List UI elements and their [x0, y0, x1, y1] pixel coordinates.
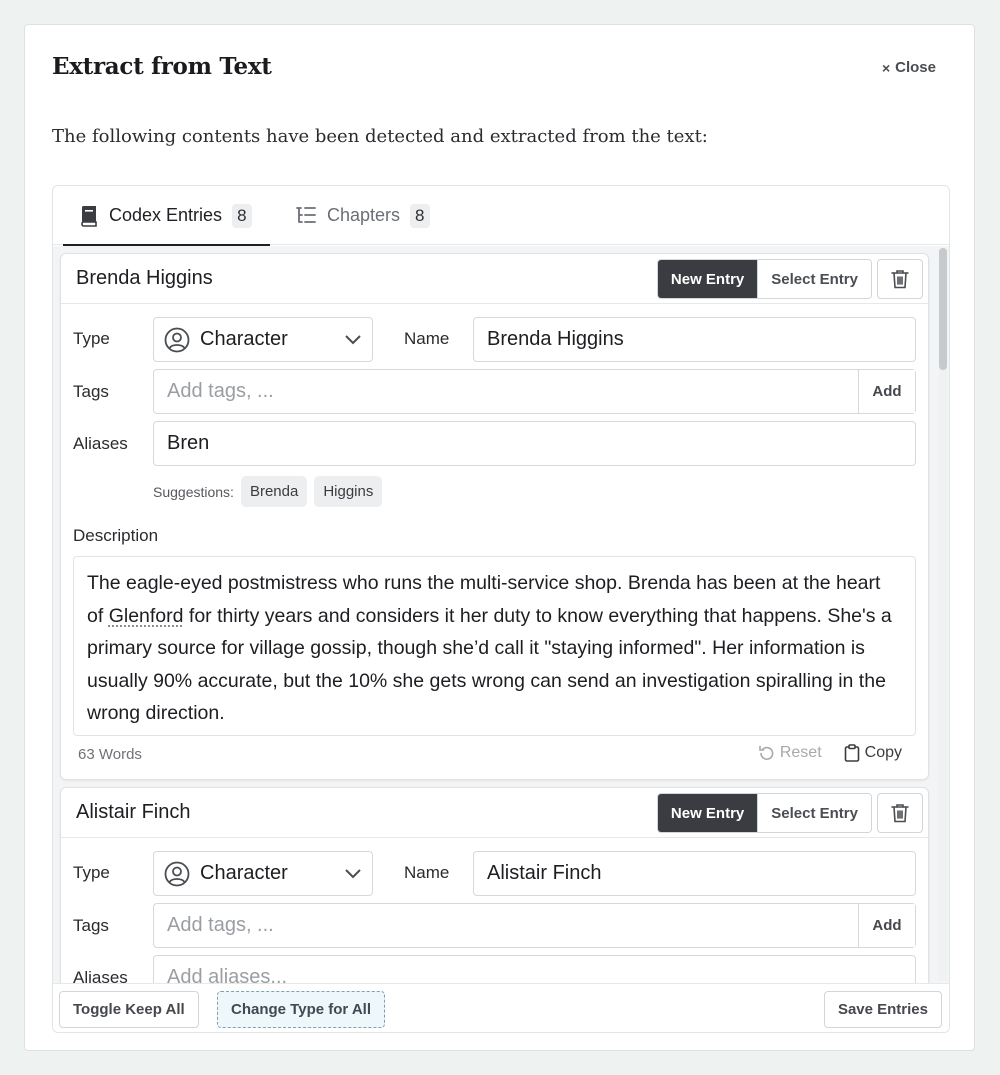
- copy-button[interactable]: [844, 744, 902, 762]
- results-panel: [52, 185, 950, 1033]
- description-text: The eagle-eyed postmistress who runs the multi-service shop. Brenda has been at the heart of: [87, 572, 881, 627]
- description-text: for thirty years and considers it her duty to know everything that happens. She's a primary source for village gossip, though she’d call it "staying informed". Her information is usually 90% accurate, but the 10% she gets wrong can send an investigation spiralling in the wrong direction.: [87, 604, 892, 724]
- select-entry-button[interactable]: Select Entry: [757, 794, 871, 832]
- user-circle-icon: [164, 861, 190, 887]
- type-select[interactable]: [153, 851, 373, 896]
- close-button[interactable]: [882, 59, 936, 76]
- tags-label: Tags: [73, 916, 109, 935]
- card-header: [61, 788, 928, 838]
- chevron-down-icon: [344, 866, 362, 880]
- description-textarea[interactable]: [73, 556, 916, 736]
- dialog-title: Extract from Text: [52, 53, 272, 80]
- name-input[interactable]: [473, 851, 916, 896]
- aliases-label: Aliases: [73, 968, 128, 983]
- name-value: Alistair Finch: [487, 862, 602, 884]
- name-label: Name: [404, 863, 450, 882]
- chevron-down-icon: [344, 332, 362, 346]
- alias-suggestions: [153, 476, 382, 507]
- new-entry-button[interactable]: New Entry: [658, 260, 757, 298]
- new-entry-button[interactable]: New Entry: [658, 794, 757, 832]
- word-count: 63 Words: [78, 746, 142, 763]
- reset-label: Reset: [779, 744, 822, 761]
- codex-link[interactable]: Glenford: [108, 604, 184, 627]
- list-tree-icon: [295, 206, 317, 226]
- entry-title: Alistair Finch: [76, 801, 191, 823]
- type-label: Type: [73, 863, 110, 882]
- aliases-label: Aliases: [73, 434, 128, 453]
- select-entry-button[interactable]: Select Entry: [757, 260, 871, 298]
- name-input[interactable]: [473, 317, 916, 362]
- suggestions-label: Suggestions:: [153, 483, 234, 500]
- entry-mode-toggle: [657, 793, 872, 833]
- entries-scroll-area[interactable]: [53, 246, 949, 983]
- tab-count-badge: 8: [232, 204, 251, 228]
- trash-icon: [891, 803, 909, 823]
- tags-input[interactable]: [153, 903, 916, 948]
- tab-bar: [53, 186, 949, 245]
- aliases-input[interactable]: [153, 421, 916, 466]
- dialog-footer: [53, 983, 949, 1033]
- book-icon: [79, 205, 99, 227]
- tags-input[interactable]: [153, 369, 916, 414]
- extract-dialog: [24, 24, 975, 1051]
- intro-text: The following contents have been detected and extracted from the text:: [52, 126, 708, 147]
- suggestion-chip[interactable]: Brenda: [241, 476, 307, 507]
- save-entries-button[interactable]: Save Entries: [824, 991, 942, 1028]
- codex-entry-card: [60, 253, 929, 780]
- delete-entry-button[interactable]: [877, 259, 923, 299]
- copy-label: Copy: [864, 744, 902, 761]
- aliases-input[interactable]: [153, 955, 916, 983]
- close-label: Close: [895, 59, 936, 76]
- aliases-placeholder: Add aliases...: [167, 966, 288, 983]
- type-value: Character: [200, 328, 288, 350]
- name-value: Brenda Higgins: [487, 328, 624, 350]
- close-icon: ×: [881, 59, 891, 76]
- entry-title: Brenda Higgins: [76, 267, 213, 289]
- tab-count-badge: 8: [410, 204, 429, 228]
- name-label: Name: [404, 329, 450, 348]
- toggle-keep-all-button[interactable]: Toggle Keep All: [59, 991, 199, 1028]
- clipboard-icon: [844, 744, 860, 762]
- tags-label: Tags: [73, 382, 109, 401]
- tags-placeholder: Add tags, ...: [167, 380, 274, 402]
- suggestion-chip[interactable]: Higgins: [314, 476, 382, 507]
- entry-mode-toggle: [657, 259, 872, 299]
- change-type-for-all-button[interactable]: Change Type for All: [217, 991, 385, 1028]
- type-select[interactable]: [153, 317, 373, 362]
- tab-chapters[interactable]: [279, 186, 446, 245]
- description-actions: [758, 744, 902, 762]
- type-label: Type: [73, 329, 110, 348]
- codex-entry-card: [60, 787, 929, 983]
- add-tag-button[interactable]: Add: [858, 370, 915, 413]
- reset-button[interactable]: [758, 744, 822, 762]
- undo-icon: [758, 745, 775, 762]
- user-circle-icon: [164, 327, 190, 353]
- tab-label: Chapters: [327, 205, 401, 225]
- scrollbar-thumb[interactable]: [939, 248, 947, 370]
- trash-icon: [891, 269, 909, 289]
- card-header: [61, 254, 928, 304]
- tags-placeholder: Add tags, ...: [167, 914, 274, 936]
- delete-entry-button[interactable]: [877, 793, 923, 833]
- type-value: Character: [200, 862, 288, 884]
- description-label: Description: [73, 526, 159, 545]
- tab-codex-entries[interactable]: [63, 186, 270, 245]
- tab-label: Codex Entries: [109, 205, 223, 225]
- scrollbar[interactable]: [939, 248, 947, 981]
- aliases-value: Bren: [167, 432, 210, 454]
- add-tag-button[interactable]: Add: [858, 904, 915, 947]
